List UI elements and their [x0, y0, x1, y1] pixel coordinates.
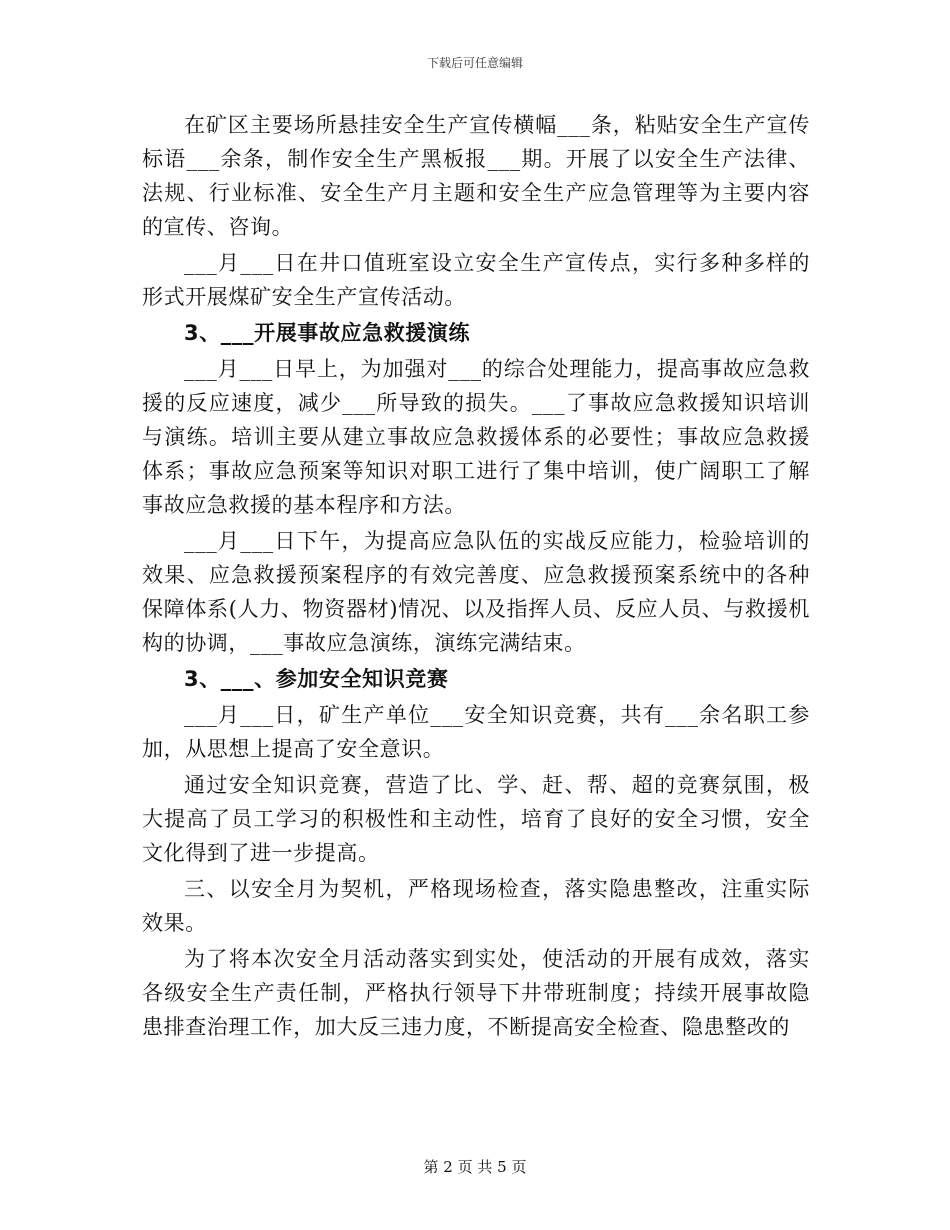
paragraph-propaganda-point: ___月___日在井口值班室设立安全生产宣传点，实行多种多样的形式开展煤矿安全生产宣传活动。 — [142, 251, 810, 309]
paragraph-drill-training: ___月___日早上，为加强对___的综合处理能力，提高事故应急救援的反应速度，减少___所导致的损失。___了事故应急救援知识培训与演练。培训主要从建立事故应急救援体系的必要性；事故应急救援体系；事故应急预案等知识对职工进行了集中培训，使广阔职工了解事故应急救援的基本程序和方法。 — [142, 357, 810, 517]
paragraph-implementation: 为了将本次安全月活动落实到实处，使活动的开展有成效，落实各级安全生产责任制，严格执行领导下井带班制度；持续开展事故隐患排查治理工作，加大反三违力度，不断提高安全检查、隐患整改的 — [142, 947, 810, 1039]
paragraph-propaganda: 在矿区主要场所悬挂安全生产宣传横幅___条，粘贴安全生产宣传标语___余条，制作安全生产黑板报___期。开展了以安全生产法律、法规、行业标准、安全生产月主题和安全生产应急管理等为主要内容的宣传、咨询。 — [142, 113, 810, 239]
paragraph-contest-effect: 通过安全知识竞赛，营造了比、学、赶、帮、超的竞赛氛围，极大提高了员工学习的积极性和主动性，培育了良好的安全习惯，安全文化得到了进一步提高。 — [142, 773, 810, 865]
section-heading-knowledge-contest: 3、___、参加安全知识竞赛 — [184, 667, 449, 691]
paragraph-section-three: 三、以安全月为契机，严格现场检查，落实隐患整改，注重实际效果。 — [142, 877, 810, 935]
paragraph-drill-exercise: ___月___日下午，为提高应急队伍的实战反应能力，检验培训的效果、应急救援预案程序的有效完善度、应急救援预案系统中的各种保障体系(人力、物资器材)情况、以及指挥人员、反应人员、与救援机构的协调，___事故应急演练，演练完满结束。 — [142, 529, 810, 655]
document-body — [142, 108, 810, 1046]
section-heading-emergency-drill: 3、___开展事故应急救援演练 — [184, 321, 471, 345]
page-number: 第 2 页 共 5 页 — [423, 1158, 527, 1176]
paragraph-contest: ___月___日，矿生产单位___安全知识竞赛，共有___余名职工参加，从思想上提高了安全意识。 — [142, 703, 810, 761]
page-header-note: 下载后可任意编辑 — [426, 56, 523, 70]
